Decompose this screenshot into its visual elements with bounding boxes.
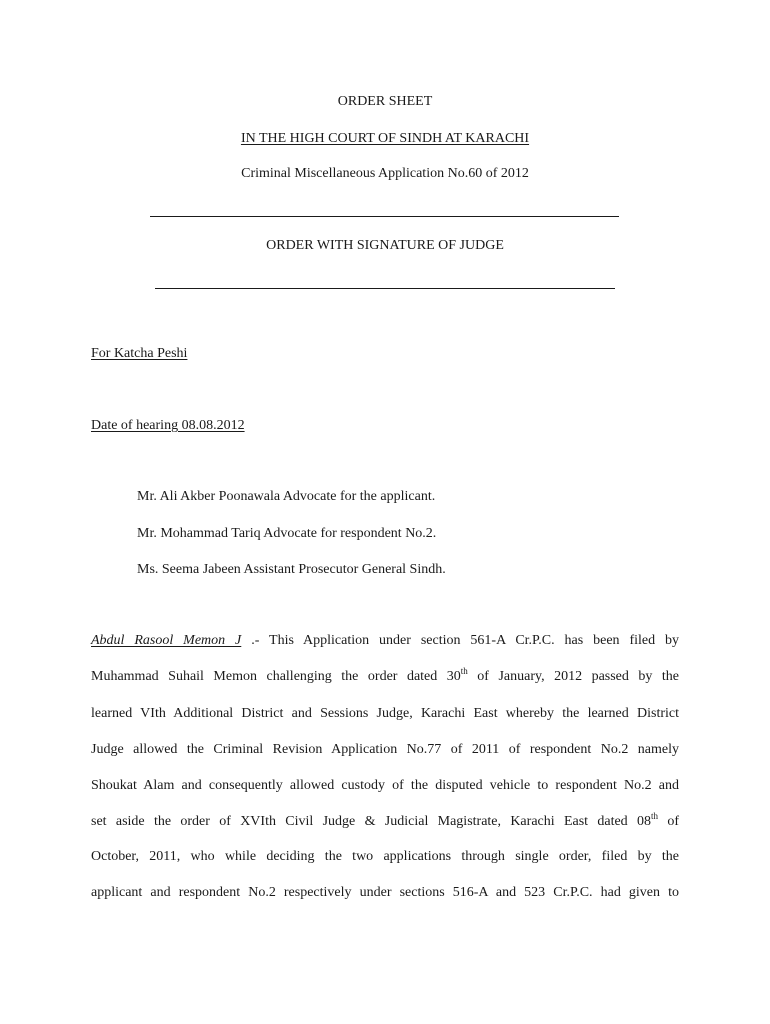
document-title: ORDER SHEET bbox=[337, 94, 433, 109]
order-line: applicant and respondent No.2 respectively under sections 516-A and 523 Cr.P.C. had given to bbox=[91, 885, 679, 900]
judge-name: Abdul Rasool Memon J bbox=[91, 633, 242, 648]
top-rule bbox=[150, 216, 619, 217]
order-line: October, 2011, who while deciding the two applications through single order, filed by the bbox=[91, 849, 679, 864]
bottom-rule bbox=[155, 288, 615, 289]
order-line: set aside the order of XVIth Civil Judge & Judicial Magistrate, Karachi East dated 08th of bbox=[91, 811, 679, 829]
order-line: Muhammad Suhail Memon challenging the order dated 30th of January, 2012 passed by the bbox=[91, 666, 679, 684]
appearance-item: Mr. Mohammad Tariq Advocate for respondent No.2. bbox=[137, 526, 437, 541]
appearance-item: Ms. Seema Jabeen Assistant Prosecutor General Sindh. bbox=[137, 562, 446, 577]
order-line: Abdul Rasool Memon J .- This Application under section 561-A Cr.P.C. has been filed by bbox=[91, 633, 680, 648]
order-line: Shoukat Alam and consequently allowed custody of the disputed vehicle to respondent No.2 and bbox=[91, 778, 679, 793]
court-name: IN THE HIGH COURT OF SINDH AT KARACHI bbox=[240, 131, 530, 146]
order-heading: ORDER WITH SIGNATURE OF JUDGE bbox=[266, 238, 504, 253]
order-line: Judge allowed the Criminal Revision Application No.77 of 2011 of respondent No.2 namely bbox=[91, 742, 679, 757]
appearance-item: Mr. Ali Akber Poonawala Advocate for the applicant. bbox=[137, 489, 436, 504]
hearing-date: Date of hearing 08.08.2012 bbox=[91, 418, 245, 433]
case-number: Criminal Miscellaneous Application No.60 of 2012 bbox=[241, 166, 529, 181]
katcha-peshi-label: For Katcha Peshi bbox=[91, 346, 188, 361]
order-line: learned VIth Additional District and Sessions Judge, Karachi East whereby the learned District bbox=[91, 706, 679, 721]
